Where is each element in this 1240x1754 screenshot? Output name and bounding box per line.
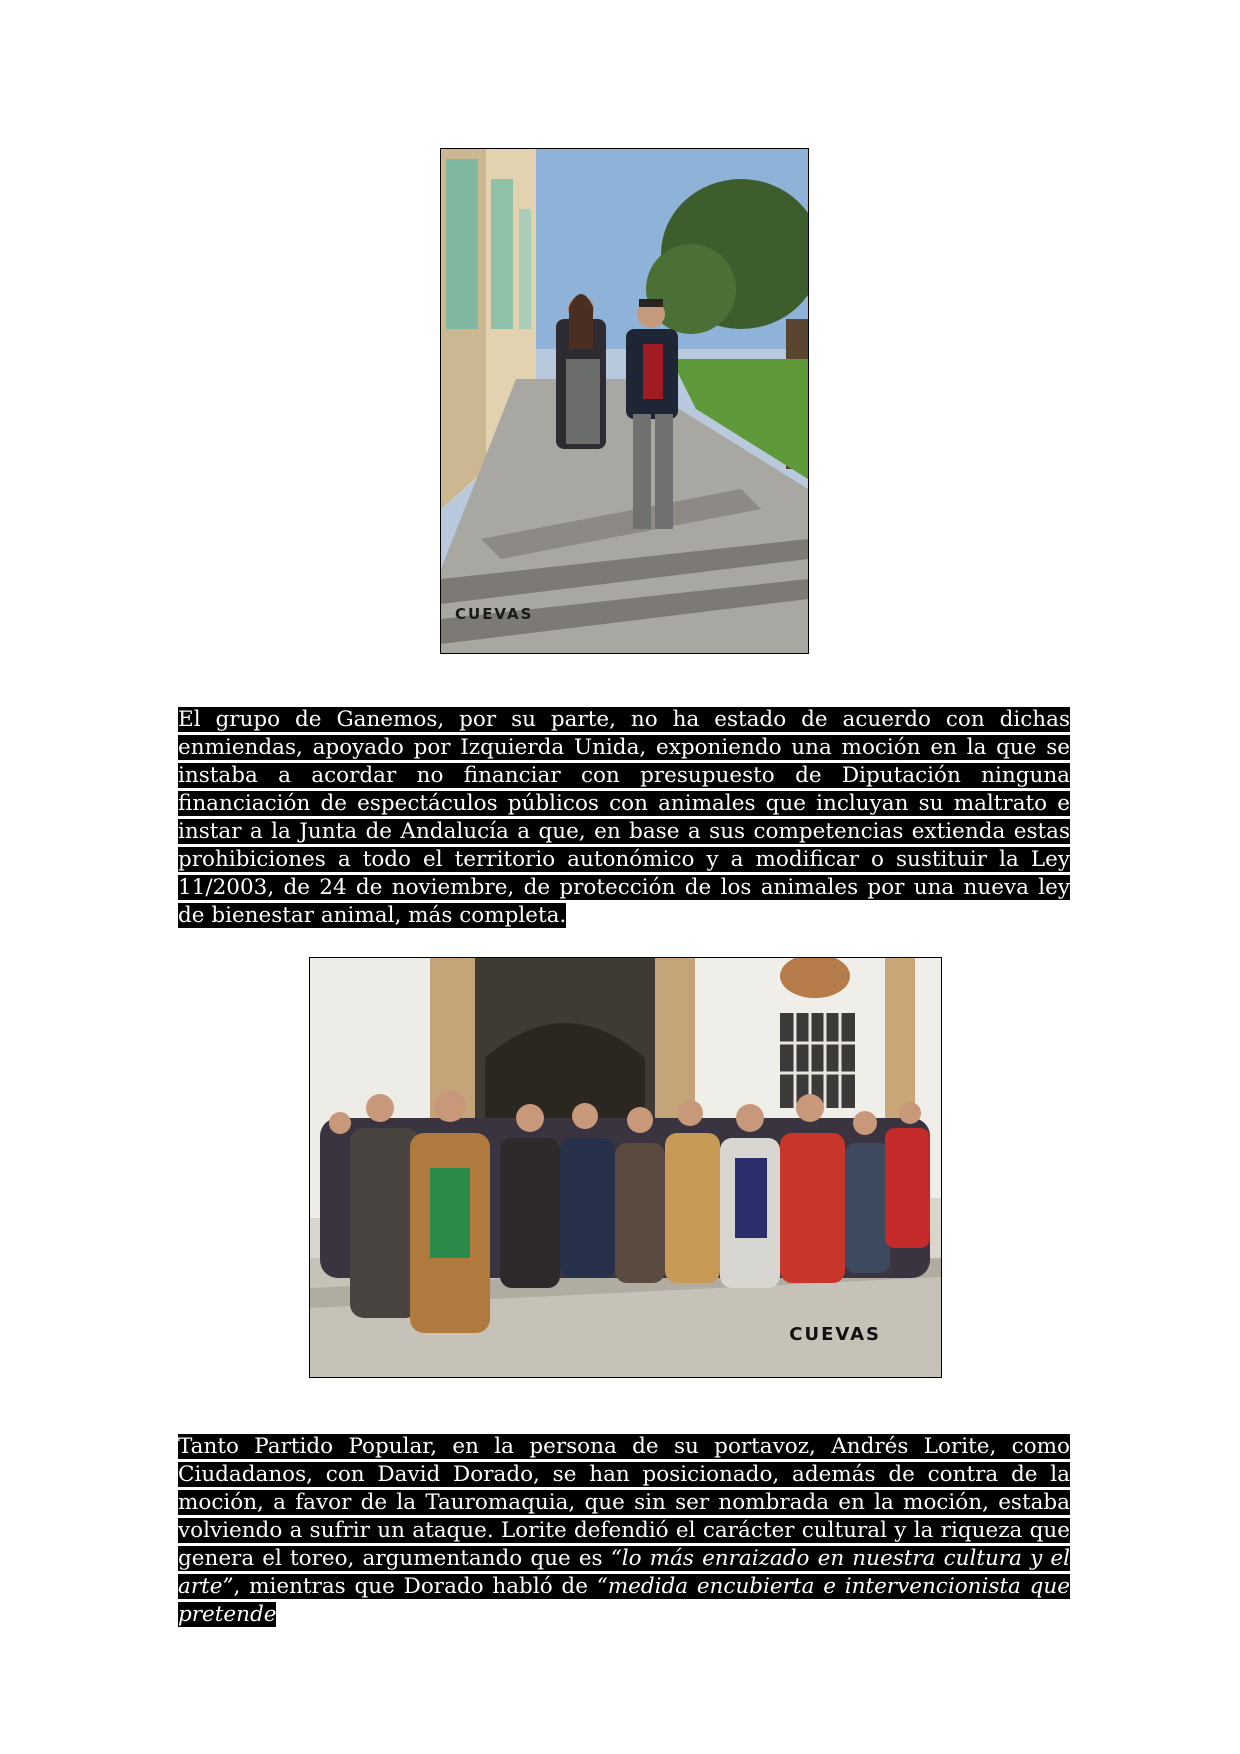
photo-watermark: CUEVAS	[455, 605, 534, 623]
quote-lorite: “lo más enraizado en nuestra cultura y el arte”	[178, 1546, 1071, 1599]
photo-group-gathering	[309, 957, 942, 1378]
paragraph-pp-ciudadanos	[178, 1433, 1070, 1629]
quote-dorado: “medida encubierta e intervencionista que pretende	[178, 1574, 1070, 1627]
paragraph-ganemos-motion	[178, 706, 1070, 930]
paragraph-pp-text	[178, 1434, 1070, 1627]
paragraph-pp-part1: Tanto Partido Popular, en la persona de su portavoz, Andrés Lorite, como Ciudadanos, con David Dorado, se han posicionado, además de contra de la moción, a favor de la Tauromaquia, que sin ser nombrada en la moción, estaba volviendo a sufrir un ataque. Lorite defendió el carácter cultural y la riqueza que genera el toreo, argumentando que es	[178, 1434, 1070, 1571]
photo-watermark: CUEVAS	[789, 1324, 881, 1345]
photo-group-gathering-image	[310, 958, 941, 1377]
photo-couple-walking-image	[441, 149, 808, 653]
paragraph-pp-part2: , mientras que Dorado habló de	[233, 1574, 597, 1599]
photo-couple-walking	[440, 148, 809, 654]
paragraph-ganemos-text: El grupo de Ganemos, por su parte, no ha estado de acuerdo con dichas enmiendas, apoyado por Izquierda Unida, exponiendo una moción en la que se instaba a acordar no financiar con presupuesto de Diputación ninguna financiación de espectáculos públicos con animales que incluyan su maltrato e instar a la Junta de Andalucía a que, en base a sus competencias extienda estas prohibiciones a todo el territorio autonómico y a modificar o sustituir la Ley 11/2003, de 24 de noviembre, de protección de los animales por una nueva ley de bienestar animal, más completa.	[178, 707, 1070, 928]
